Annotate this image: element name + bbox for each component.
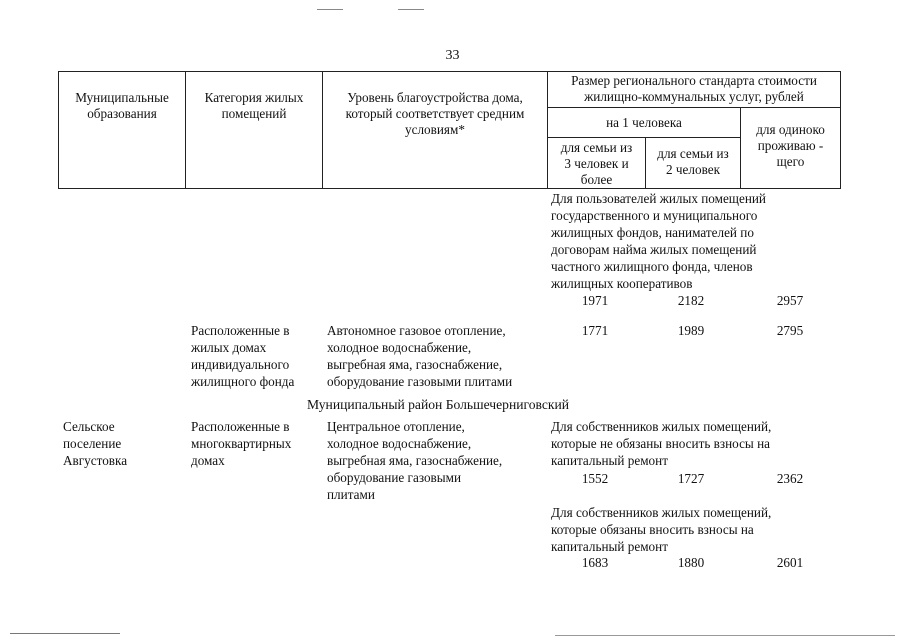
block1-value-single: 2957 — [776, 293, 804, 308]
district-title: Муниципальный район Большечерниговский — [307, 397, 570, 412]
block1-value-family3: 1971 — [581, 293, 609, 308]
block1-note-line: государственного и муниципального — [551, 208, 758, 223]
block3-values1-family2: 1727 — [677, 471, 705, 486]
header-family3: для семьи из 3 человек и более — [548, 138, 646, 189]
header-family2: для семьи из 2 человек — [646, 138, 741, 189]
block1-value-family2: 2182 — [677, 293, 705, 308]
header-level: Уровень благоустройства дома, который соответствует средним условиям* — [323, 72, 548, 189]
block3-values2-single: 2601 — [776, 555, 804, 570]
page-number: 33 — [445, 48, 460, 63]
block1-note-line: частного жилищного фонда, членов — [551, 259, 753, 274]
block1-note-line: Для пользователей жилых помещений — [551, 191, 766, 206]
block2-value-single: 2795 — [776, 323, 804, 338]
block3-values1-family3: 1552 — [581, 471, 609, 486]
scan-mark-bottom-left — [10, 633, 120, 634]
scan-mark-top-2 — [398, 9, 424, 10]
header-category: Категория жилых помещений — [186, 72, 323, 189]
block3-values2-family3: 1683 — [581, 555, 609, 570]
block2-value-family3: 1771 — [581, 323, 609, 338]
header-municipality: Муниципальные образования — [59, 72, 186, 189]
block1-note-line: жилищных кооперативов — [551, 276, 693, 291]
block2-value-family2: 1989 — [677, 323, 705, 338]
header-table — [58, 71, 841, 189]
scan-mark-top-1 — [317, 9, 343, 10]
header-single: для одиноко проживаю - щего — [741, 108, 841, 189]
header-standard: Размер регионального стандарта стоимости жилищно-коммунальных услуг, рублей — [548, 72, 841, 108]
block3-values2-family2: 1880 — [677, 555, 705, 570]
block1-note-line: договорам найма жилых помещений — [551, 242, 757, 257]
scan-mark-bottom-right — [555, 635, 895, 636]
header-per-person: на 1 человека — [548, 108, 741, 138]
block3-values1-single: 2362 — [776, 471, 804, 486]
block1-note-line: жилищных фондов, нанимателей по — [551, 225, 754, 240]
